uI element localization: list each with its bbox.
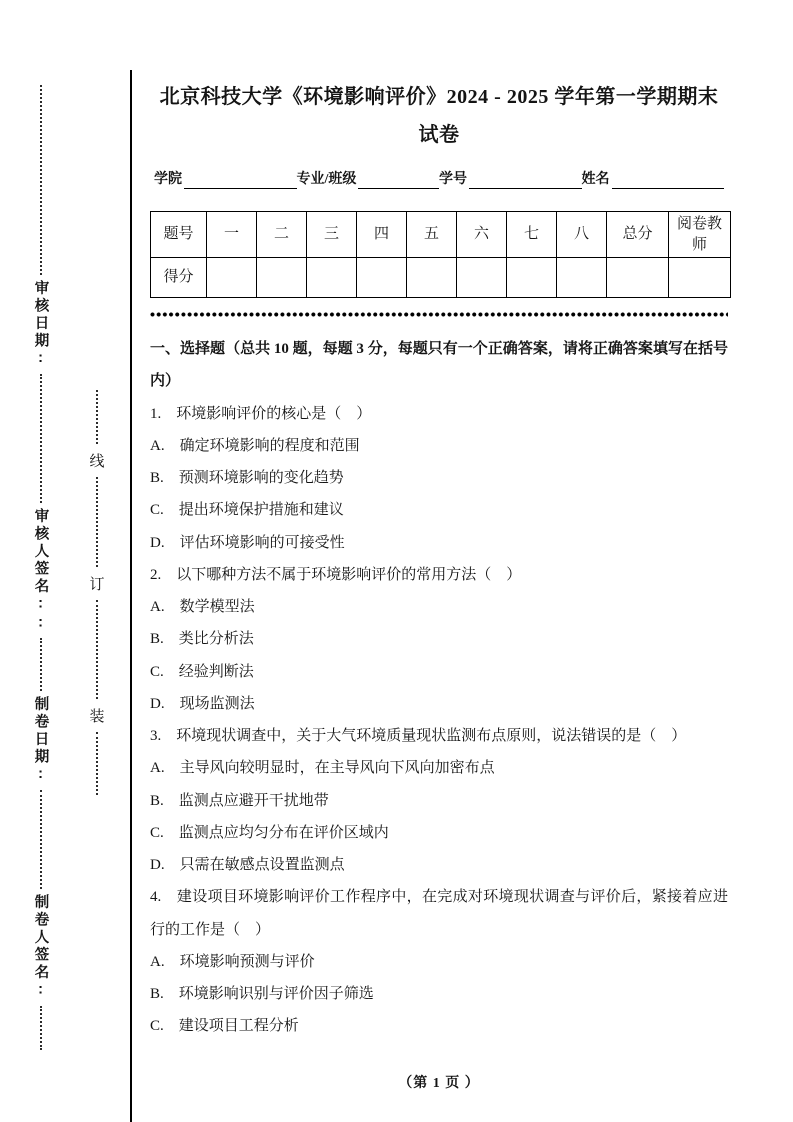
question-4-option-c: C. 建设项目工程分析 (150, 1018, 299, 1035)
question-2-stem: 2. 以下哪种方法不属于环境影响评价的常用方法（ ） (150, 566, 522, 583)
dotted-line-segment (40, 790, 42, 889)
seal-label-paper-made-date: 制卷日期: (32, 696, 49, 786)
question-3-option-a: A. 主导风向较明显时，在主导风向下风向加密布点 (150, 760, 495, 777)
score-cell-empty (307, 258, 357, 298)
question-1-option-d: D. 评估环境影响的可接受性 (150, 534, 345, 551)
score-cell-empty (507, 258, 557, 298)
field-label-student-id: 学号 (439, 172, 467, 187)
student-id-blank (469, 172, 582, 189)
question-1-option-b: B. 预测环境影响的变化趋势 (150, 470, 344, 486)
major-class-blank (358, 172, 439, 189)
question-1-stem: 1. 环境影响评价的核心是（ ） (150, 405, 372, 422)
seal-label-review-date: 审核日期: (32, 280, 49, 370)
seal-label-paper-maker-signature: 制卷人签名: (32, 894, 49, 1001)
cell-col-7: 七 (507, 212, 557, 258)
dotted-line-segment (40, 638, 42, 691)
score-cell-empty (457, 258, 507, 298)
question-2-option-d: D. 现场监测法 (150, 695, 255, 712)
student-info-row (150, 168, 728, 189)
question-3-option-b: B. 监测点应避开干扰地带 (150, 792, 329, 809)
question-1-option-a: A. 确定环境影响的程度和范围 (150, 437, 360, 454)
question-4-stem: 4. 建设项目环境影响评价工作程序中，在完成对环境现状调查与评价后，紧接着应进行的工作是（ ） (150, 889, 728, 938)
question-3-option-c: C. 监测点应均匀分布在评价区域内 (150, 824, 389, 841)
section-title: 一、选择题（总共 10 题，每题 3 分，每题只有一个正确答案，请将正确答案填写在括号内） (150, 341, 728, 390)
cell-col-6: 六 (457, 212, 507, 258)
score-cell-empty (257, 258, 307, 298)
score-cell-empty (669, 258, 731, 298)
dotted-line-segment (40, 1006, 42, 1050)
exam-title: 北京科技大学《环境影响评价》2024 - 2025 学年第一学期期末试卷 (159, 86, 719, 146)
field-major-class (297, 168, 440, 189)
binding-line-rail (86, 385, 108, 800)
score-table-header-row (151, 212, 731, 258)
field-label-college: 学院 (154, 172, 182, 187)
dotted-line-segment (96, 732, 98, 795)
college-blank (184, 172, 297, 189)
content-left-border (130, 70, 132, 1122)
name-blank (612, 172, 725, 189)
question-1-option-c: C. 提出环境保护措施和建议 (150, 502, 344, 519)
seal-rail (30, 80, 52, 1055)
score-cell-empty (407, 258, 457, 298)
field-name (582, 168, 725, 189)
score-cell-empty (207, 258, 257, 298)
field-label-major-class: 专业/班级 (296, 172, 357, 187)
cell-col-5: 五 (407, 212, 457, 258)
dotted-line-segment (96, 477, 98, 567)
question-3-stem: 3. 环境现状调查中，关于大气环境质量现状监测布点原则，说法错误的是（ ） (150, 728, 687, 744)
question-4-option-b: B. 环境影响识别与评价因子筛选 (150, 986, 374, 1002)
page-footer: （第 1 页 ） (398, 1076, 480, 1091)
dotted-separator (150, 312, 728, 317)
cell-col-8: 八 (557, 212, 607, 258)
score-table-score-row (151, 258, 731, 298)
cell-total-label: 总分 (607, 212, 669, 258)
cell-score-label: 得分 (151, 258, 207, 298)
field-college (154, 168, 297, 189)
question-4-option-a: A. 环境影响预测与评价 (150, 953, 315, 970)
dotted-line-segment (40, 85, 42, 275)
cell-col-2: 二 (257, 212, 307, 258)
binding-char-ding: 订 (89, 577, 105, 593)
dotted-line-segment (96, 390, 98, 444)
binding-char-xian: 线 (89, 454, 105, 470)
binding-char-zhuang: 装 (89, 709, 105, 725)
field-student-id (439, 168, 582, 189)
cell-question-number-label: 题号 (151, 212, 207, 258)
seal-label-reviewer-signature: 审核人签名:: (32, 507, 49, 634)
dotted-line-segment (40, 374, 42, 502)
score-cell-empty (607, 258, 669, 298)
question-2-option-b: B. 类比分析法 (150, 631, 254, 648)
cell-grader-label: 阅卷教师 (669, 212, 731, 258)
score-cell-empty (357, 258, 407, 298)
question-2-option-c: C. 经验判断法 (150, 663, 254, 680)
question-2-option-a: A. 数学模型法 (150, 599, 255, 615)
question-3-option-d: D. 只需在敏感点设置监测点 (150, 857, 345, 873)
exam-content (150, 78, 728, 1043)
score-cell-empty (557, 258, 607, 298)
cell-col-1: 一 (207, 212, 257, 258)
field-label-name: 姓名 (581, 172, 610, 187)
cell-col-3: 三 (307, 212, 357, 258)
dotted-line-segment (96, 600, 98, 699)
cell-col-4: 四 (357, 212, 407, 258)
score-table (150, 211, 731, 298)
